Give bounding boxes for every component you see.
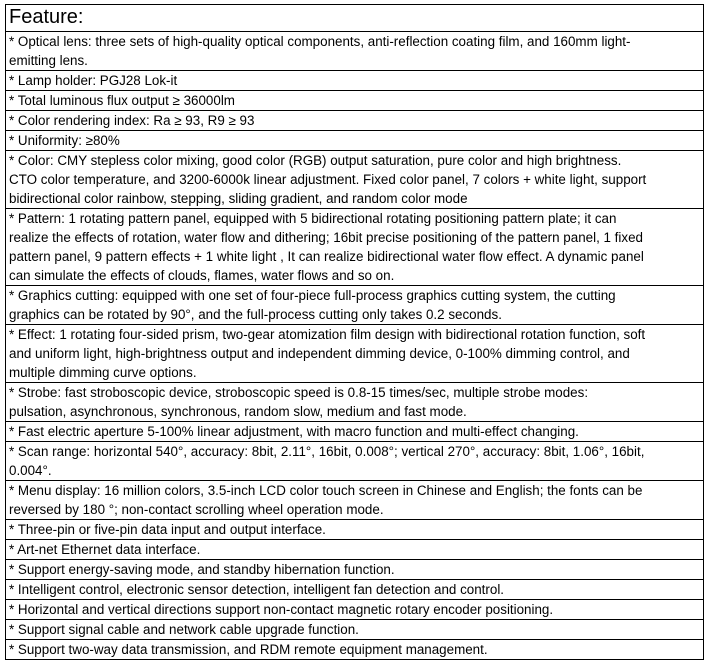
feature-scan-range: * Scan range: horizontal 540°, accuracy: 8bit, 2.11°, 16bit, 0.008°; vertical 270°, accuracy: 8bit, 1.06°, 16bit, 0.004°.: [6, 442, 704, 481]
feature-row: [6, 580, 704, 600]
feature-energy-saving: * Support energy-saving mode, and standby hibernation function.: [6, 560, 704, 580]
feature-uniformity: * Uniformity: ≥80%: [6, 131, 704, 151]
feature-table: [5, 4, 704, 660]
feature-data-interface: * Three-pin or five-pin data input and output interface.: [6, 520, 704, 540]
feature-row: [6, 71, 704, 91]
feature-row: [6, 209, 704, 286]
feature-row: [6, 640, 704, 660]
feature-row: [6, 620, 704, 640]
feature-row: [6, 540, 704, 560]
feature-row: [6, 600, 704, 620]
feature-heading: Feature:: [6, 5, 704, 32]
heading-row: [6, 5, 704, 32]
feature-pattern: * Pattern: 1 rotating pattern panel, equipped with 5 bidirectional rotating positioning pattern plate; it can realize the effects of rotation, water flow and dithering; 16bit precise positioning of the pattern panel, 1 fixed pattern panel, 9 pattern effects + 1 white light , It can realize bidirectional water flow effect. A dynamic panel can simulate the effects of clouds, flames, water flows and so on.: [6, 209, 704, 286]
feature-intelligent-control: * Intelligent control, electronic sensor detection, intelligent fan detection and control.: [6, 580, 704, 600]
feature-row: [6, 32, 704, 71]
feature-row: [6, 481, 704, 520]
feature-row: [6, 286, 704, 325]
feature-aperture: * Fast electric aperture 5-100% linear adjustment, with macro function and multi-effect changing.: [6, 422, 704, 442]
feature-strobe: * Strobe: fast stroboscopic device, stroboscopic speed is 0.8-15 times/sec, multiple strobe modes: pulsation, asynchronous, synchronous, random slow, medium and fast mode.: [6, 383, 704, 422]
feature-row: [6, 422, 704, 442]
feature-menu-display: * Menu display: 16 million colors, 3.5-inch LCD color touch screen in Chinese and English; the fonts can be reversed by 180 °; non-contact scrolling wheel operation mode.: [6, 481, 704, 520]
feature-color: * Color: CMY stepless color mixing, good color (RGB) output saturation, pure color and high brightness. CTO color temperature, and 3200-6000k linear adjustment. Fixed color panel, 7 colors + white light, support bidirectional color rainbow, stepping, sliding gradient, and random color mode: [6, 151, 704, 209]
feature-optical-lens: * Optical lens: three sets of high-quality optical components, anti-reflection coating film, and 160mm light- emitting lens.: [6, 32, 704, 71]
feature-row: [6, 520, 704, 540]
feature-lamp-holder: * Lamp holder: PGJ28 Lok-it: [6, 71, 704, 91]
feature-row: [6, 131, 704, 151]
feature-graphics-cutting: * Graphics cutting: equipped with one set of four-piece full-process graphics cutting system, the cutting graphics can be rotated by 90°, and the full-process cutting only takes 0.2 seconds.: [6, 286, 704, 325]
feature-row: [6, 442, 704, 481]
feature-color-rendering: * Color rendering index: Ra ≥ 93, R9 ≥ 93: [6, 111, 704, 131]
feature-row: [6, 91, 704, 111]
feature-art-net: * Art-net Ethernet data interface.: [6, 540, 704, 560]
feature-row: [6, 325, 704, 383]
feature-encoder: * Horizontal and vertical directions support non-contact magnetic rotary encoder positioning.: [6, 600, 704, 620]
feature-row: [6, 383, 704, 422]
feature-upgrade: * Support signal cable and network cable upgrade function.: [6, 620, 704, 640]
feature-rdm: * Support two-way data transmission, and RDM remote equipment management.: [6, 640, 704, 660]
feature-row: [6, 111, 704, 131]
feature-effect: * Effect: 1 rotating four-sided prism, two-gear atomization film design with bidirectional rotation function, soft and uniform light, high-brightness output and independent dimming device, 0-100% dimming control, and multiple dimming curve options.: [6, 325, 704, 383]
feature-row: [6, 151, 704, 209]
feature-row: [6, 560, 704, 580]
feature-luminous-flux: * Total luminous flux output ≥ 36000lm: [6, 91, 704, 111]
